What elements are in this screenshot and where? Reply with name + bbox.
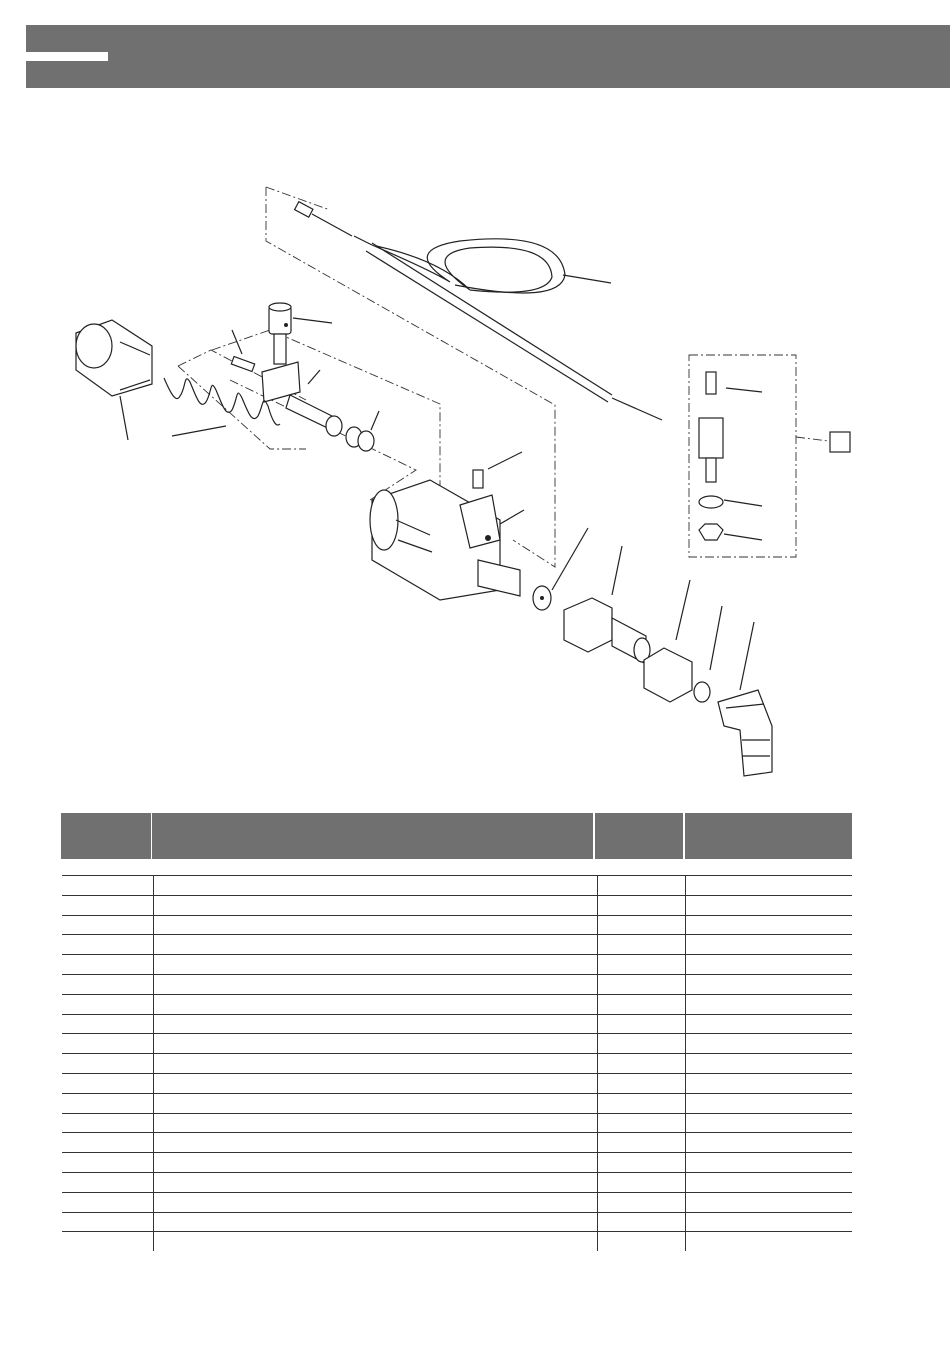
locking-pin: [269, 303, 332, 364]
table-cell: [153, 1213, 598, 1232]
table-cell: [685, 916, 853, 935]
table-cell: [597, 916, 686, 935]
table-cell: [62, 1054, 152, 1073]
table-cell: [685, 1034, 853, 1053]
table-row: [62, 1172, 852, 1192]
table-row: [62, 1132, 852, 1152]
table-cell: [685, 876, 853, 895]
table-row: [62, 1152, 852, 1172]
table-cell: [62, 1114, 152, 1133]
table-row: [62, 915, 852, 935]
union-nut: [644, 580, 692, 702]
table-cell: [685, 1054, 853, 1073]
header-cell-description: [152, 813, 593, 859]
table-cell: [685, 935, 853, 954]
table-cell: [685, 1114, 853, 1133]
o-ring-pair: [346, 411, 379, 451]
header-cell-qty: [595, 813, 683, 859]
table-cell: [153, 896, 598, 915]
table-cell: [153, 1094, 598, 1113]
table-cell: [685, 1074, 853, 1093]
table-cell: [597, 1054, 686, 1073]
table-row: [62, 1073, 852, 1093]
plunger-shaft: [262, 362, 342, 436]
elbow-fitting: [718, 622, 772, 776]
table-cell: [153, 1193, 598, 1212]
table-cell: [153, 876, 598, 895]
table-cell: [153, 1114, 598, 1133]
table-cell: [153, 995, 598, 1014]
table-row: [62, 1192, 852, 1212]
table-row: [62, 1113, 852, 1133]
table-cell: [62, 1034, 152, 1053]
table-cell: [62, 1153, 152, 1172]
table-cell: [597, 1034, 686, 1053]
table-cell: [62, 975, 152, 994]
table-cell: [597, 1133, 686, 1152]
table-cell: [62, 896, 152, 915]
table-cell: [597, 1213, 686, 1232]
table-cell: [597, 975, 686, 994]
table-row: [62, 1014, 852, 1034]
table-cell: [597, 1193, 686, 1212]
kit-reference-box: [830, 432, 850, 452]
table-cell: [597, 876, 686, 895]
table-cell: [597, 935, 686, 954]
table-cell: [685, 995, 853, 1014]
table-cell: [597, 1074, 686, 1093]
table-cell: [597, 995, 686, 1014]
table-cell: [62, 955, 152, 974]
table-cell: [62, 1193, 152, 1212]
table-row: [62, 1093, 852, 1113]
table-cell: [685, 1173, 853, 1192]
table-cell: [685, 1153, 853, 1172]
table-cell: [153, 1054, 598, 1073]
table-cell: [685, 1015, 853, 1034]
table-cell: [153, 955, 598, 974]
table-cell: [685, 1193, 853, 1212]
table-cell: [153, 1153, 598, 1172]
table-cell: [62, 1173, 152, 1192]
control-cable: [295, 202, 662, 420]
kit-box-leader: [796, 437, 828, 441]
table-cell: [62, 1133, 152, 1152]
table-cell: [685, 896, 853, 915]
table-cell: [62, 935, 152, 954]
repair-kit-parts: [699, 372, 762, 540]
table-cell: [153, 1015, 598, 1034]
table-cell: [597, 1173, 686, 1192]
table-row: [62, 954, 852, 974]
hex-coupling: [564, 546, 650, 664]
table-cell: [153, 1074, 598, 1093]
table-cell: [685, 1133, 853, 1152]
parts-table-body: [62, 875, 852, 1251]
table-cell: [62, 995, 152, 1014]
valve-body-housing: [370, 480, 520, 600]
table-row: [62, 994, 852, 1014]
parts-table-header: [61, 813, 852, 859]
table-cell: [62, 916, 152, 935]
table-row: [62, 1231, 852, 1251]
table-cell: [153, 1232, 598, 1251]
table-row: [62, 1212, 852, 1232]
table-row: [62, 1053, 852, 1073]
table-cell: [685, 1094, 853, 1113]
compression-spring: [120, 378, 280, 440]
threaded-adapter-left: [76, 320, 152, 396]
table-cell: [153, 916, 598, 935]
table-cell: [62, 1074, 152, 1093]
header-cell-item: [61, 813, 151, 859]
table-cell: [153, 935, 598, 954]
table-row: [62, 875, 852, 895]
table-cell: [597, 896, 686, 915]
table-row: [62, 974, 852, 994]
table-row: [62, 1033, 852, 1053]
table-cell: [597, 1114, 686, 1133]
table-cell: [685, 955, 853, 974]
table-cell: [62, 1232, 152, 1251]
table-cell: [597, 1015, 686, 1034]
table-cell: [685, 1213, 853, 1232]
table-cell: [685, 1232, 853, 1251]
table-cell: [62, 1213, 152, 1232]
table-cell: [597, 955, 686, 974]
table-cell: [62, 876, 152, 895]
table-cell: [597, 1153, 686, 1172]
table-cell: [153, 1034, 598, 1053]
table-cell: [685, 975, 853, 994]
header-cell-part-number: [685, 813, 852, 859]
table-cell: [62, 1015, 152, 1034]
sealing-washer: [533, 528, 588, 610]
table-cell: [597, 1094, 686, 1113]
ferrule: [694, 606, 722, 702]
table-cell: [153, 975, 598, 994]
table-row: [62, 895, 852, 915]
table-row: [62, 934, 852, 954]
table-cell: [62, 1094, 152, 1113]
table-cell: [153, 1133, 598, 1152]
table-cell: [597, 1232, 686, 1251]
table-cell: [153, 1173, 598, 1192]
